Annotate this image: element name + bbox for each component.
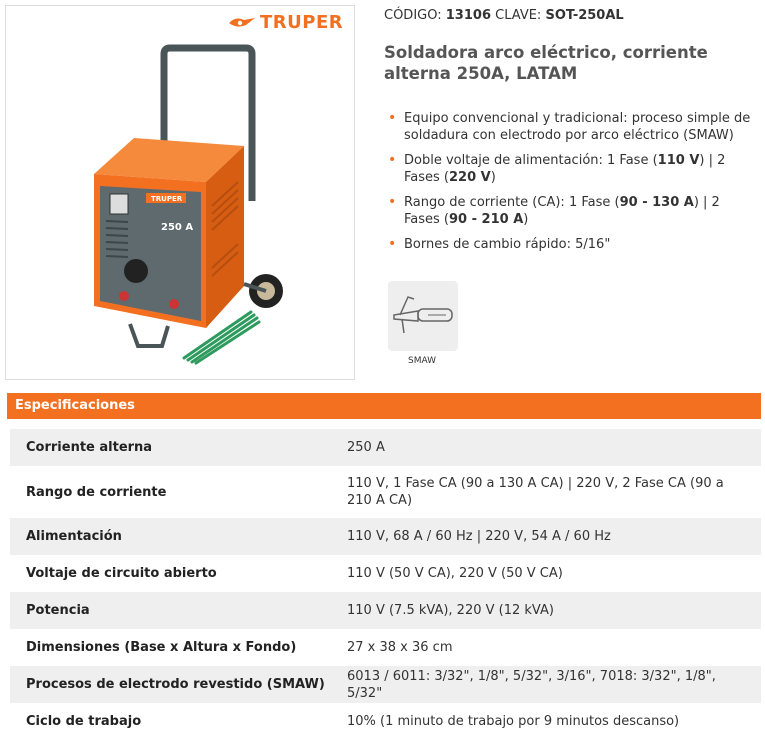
smaw-process-icon-box <box>388 281 458 351</box>
feature-text: Equipo convencional y tradicional: proceso simple de soldadura con electrodo por arco eléctrico (SMAW) <box>404 111 751 143</box>
spec-row <box>10 666 761 703</box>
feature-item <box>388 236 758 253</box>
truper-logo <box>228 12 343 33</box>
feature-highlight: 220 V <box>449 170 491 185</box>
spec-row <box>10 466 761 518</box>
feature-list <box>388 110 758 261</box>
feature-highlight: 90 - 130 A <box>619 195 694 210</box>
spec-row <box>10 703 761 739</box>
spec-value: 27 x 38 x 36 cm <box>347 640 453 655</box>
feature-text: Rango de corriente (CA): 1 Fase ( <box>404 195 620 210</box>
feature-highlight: 90 - 210 A <box>449 212 524 227</box>
spec-row <box>10 592 761 629</box>
product-title: Soldadora arco eléctrico, corriente alterna 250A, LATAM <box>384 43 708 83</box>
specifications-table <box>10 429 761 739</box>
feature-text: ) | 2 Fases ( <box>404 153 726 185</box>
spec-value: 10% (1 minuto de trabajo por 9 minutos descanso) <box>347 713 680 729</box>
feature-text: ) <box>490 170 496 185</box>
spec-key: Voltaje de circuito abierto <box>26 566 217 581</box>
product-code-line <box>384 8 624 23</box>
spec-row <box>10 629 761 666</box>
spec-value: 110 V (7.5 kVA), 220 V (12 kVA) <box>347 603 554 618</box>
specifications-header: Especificaciones <box>7 393 761 419</box>
panel-amp-text: 250 A <box>161 222 194 233</box>
spec-row <box>10 555 761 592</box>
truper-swoosh-icon <box>228 16 256 30</box>
panel-brand-text: TRUPER <box>151 195 183 203</box>
spec-value: 110 V (50 V CA), 220 V (50 V CA) <box>347 566 563 581</box>
product-image <box>5 5 355 380</box>
spec-key: Procesos de electrodo revestido (SMAW) <box>26 677 325 692</box>
spec-value: 110 V, 68 A / 60 Hz | 220 V, 54 A / 60 Hz <box>347 529 611 544</box>
feature-text: Bornes de cambio rápido: 5/16" <box>404 237 611 252</box>
spec-key: Dimensiones (Base x Altura x Fondo) <box>26 640 297 655</box>
feature-item <box>388 152 758 186</box>
spec-row <box>10 518 761 555</box>
feature-text: ) | 2 Fases ( <box>404 195 720 227</box>
spec-row <box>10 429 761 466</box>
smaw-label: SMAW <box>408 356 437 366</box>
feature-text: Doble voltaje de alimentación: 1 Fase ( <box>404 153 658 168</box>
code-label: CÓDIGO: <box>384 8 442 23</box>
spec-value: 110 V, 1 Fase CA (90 a 130 A CA) | 220 V, 2 Fase CA (90 a 210 A CA) <box>347 476 724 508</box>
key-value: SOT-250AL <box>545 8 624 23</box>
feature-item <box>388 194 758 228</box>
spec-key: Ciclo de trabajo <box>26 713 142 729</box>
spec-key: Potencia <box>26 603 90 618</box>
feature-highlight: 110 V <box>657 153 700 168</box>
feature-item <box>388 110 758 144</box>
electrode-holder-icon <box>388 281 458 351</box>
key-label: CLAVE: <box>495 8 542 23</box>
welder-illustration <box>6 6 354 379</box>
spec-key: Corriente alterna <box>26 440 153 455</box>
spec-value: 6013 / 6011: 3/32", 1/8", 5/32", 3/16", 7018: 3/32", 1/8", 5/32" <box>347 668 716 701</box>
spec-key: Alimentación <box>26 529 122 544</box>
feature-text: ) <box>523 212 529 227</box>
spec-key: Rango de corriente <box>26 484 167 500</box>
logo-text: TRUPER <box>260 12 344 33</box>
code-value: 13106 <box>445 8 491 23</box>
spec-value: 250 A <box>347 440 385 455</box>
